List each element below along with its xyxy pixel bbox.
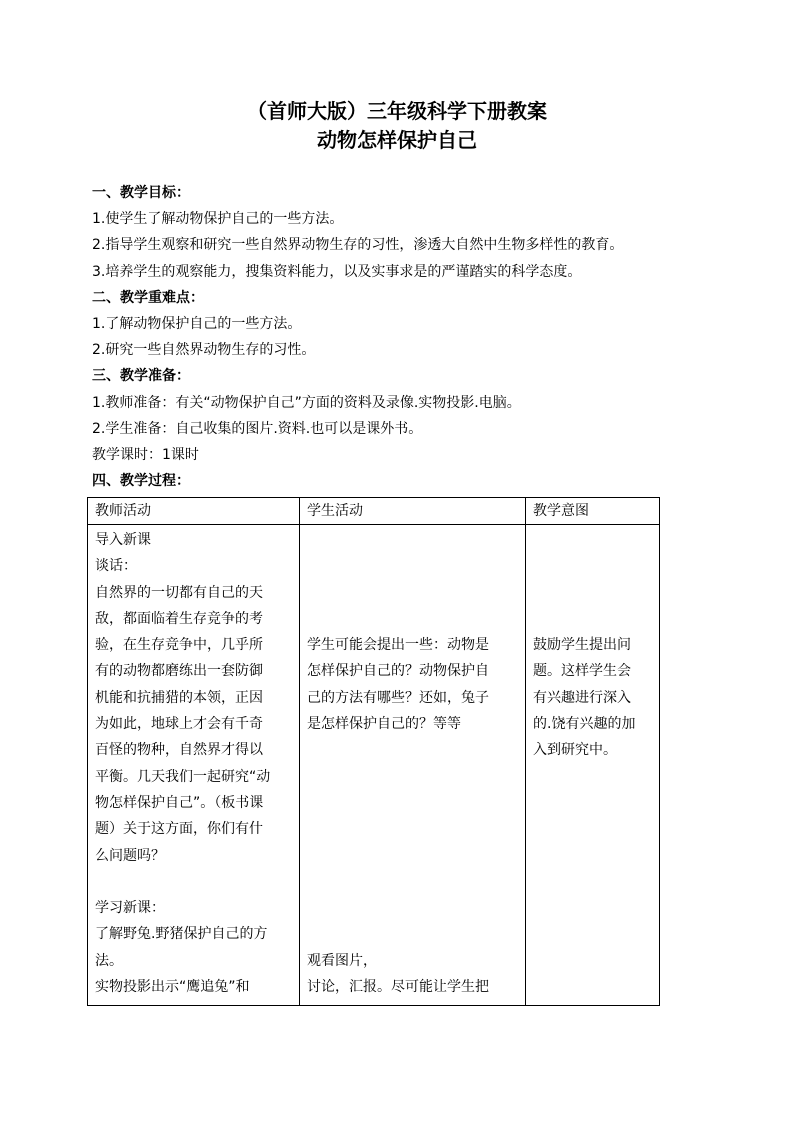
key-point-item: 1.了解动物保护自己的一些方法。 [92,315,302,332]
goal-item: 3.培养学生的观察能力，搜集资料能力，以及实事求是的严谨踏实的科学态度。 [92,263,582,280]
column-header-teacher: 教师活动 [88,498,300,525]
talk-line: 自然界的一切都有自己的天 [95,584,263,601]
document-title: （首师大版）三年级科学下册教案 [247,99,547,123]
blank-line [307,737,519,763]
preparation-item: 1.教师准备：有关“动物保护自己”方面的资料及录像.实物投影.电脑。 [92,394,521,411]
table-header-row [88,498,660,525]
student-line: 是怎样保护自己的？等等 [307,716,461,733]
student-line: 讨论，汇报。尽可能让学生把 [307,979,489,996]
blank-line [307,764,519,790]
goal-item: 1.使学生了解动物保护自己的一些方法。 [92,211,344,228]
talk-line: 题）关于这方面，你们有什 [95,821,263,838]
new-lesson-line: 了解野兔.野猪保护自己的方 [95,926,268,943]
table-row [88,525,660,1006]
student-line: 学生可能会提出一些：动物是 [307,637,489,654]
key-point-item: 2.研究一些自然界动物生存的习性。 [92,342,316,359]
blank-line [307,606,519,632]
blank-line [307,843,519,869]
talk-line: 验，在生存竞争中，几乎所 [95,637,263,654]
key-points-heading: 二、教学重难点： [92,289,204,306]
new-lesson-label: 学习新课： [95,900,165,917]
talk-label: 谈话： [95,558,137,575]
blank-line [533,553,653,579]
blank-line [307,790,519,816]
talk-line: 么问题吗？ [95,847,165,864]
blank-line [533,527,653,553]
goal-item: 2.指导学生观察和研究一些自然界动物生存的习性，渗透大自然中生物多样性的教育。 [92,237,624,254]
talk-line: 为如此，地球上才会有千奇 [95,716,263,733]
talk-line: 有的动物都磨练出一套防御 [95,663,263,680]
new-lesson-line: 法。 [95,952,123,969]
blank-line [307,580,519,606]
student-line: 怎样保护自己的？动物保护自 [307,663,489,680]
intent-line: 有兴趣进行深入 [533,689,631,706]
intent-line: 入到研究中。 [533,742,617,759]
teaching-process-table [87,497,660,1006]
blank-line [307,553,519,579]
blank-line [95,869,293,895]
student-activity-cell [300,525,526,1006]
lesson-hours: 教学课时：1课时 [92,446,199,463]
teaching-intent-cell [526,525,660,1006]
teacher-activity-cell [88,525,300,1006]
student-line: 己的方法有哪些？还如，兔子 [307,689,489,706]
lesson-body [92,180,712,494]
intent-line: 鼓励学生提出问 [533,637,631,654]
goals-heading: 一、教学目标： [92,185,190,201]
process-heading: 四、教学过程： [92,473,190,490]
blank-line [307,527,519,553]
talk-line: 机能和抗捕猎的本领，正因 [95,689,263,706]
preparation-item: 2.学生准备：自己收集的图片.资料.也可以是课外书。 [92,420,423,437]
new-lesson-line: 实物投影出示“鹰追兔”和 [95,979,250,996]
talk-line: 百怪的物种，自然界才得以 [95,742,263,759]
lesson-title: 动物怎样保护自己 [317,128,477,152]
talk-line: 敌，都面临着生存竞争的考 [95,610,263,627]
talk-line: 平衡。几天我们一起研究“动 [95,768,271,785]
blank-line [307,895,519,921]
intro-label: 导入新课 [95,532,151,548]
blank-line [533,580,653,606]
blank-line [307,921,519,947]
blank-line [307,869,519,895]
talk-line: 物怎样保护自己”。（板书课 [95,794,264,811]
blank-line [307,816,519,842]
column-header-intent: 教学意图 [526,498,660,525]
column-header-student: 学生活动 [300,498,526,525]
preparation-heading: 三、教学准备： [92,368,190,385]
blank-line [533,606,653,632]
student-line: 观看图片， [307,952,377,969]
intent-line: 的.饶有兴趣的加 [533,716,636,733]
intent-line: 题。这样学生会 [533,663,631,680]
